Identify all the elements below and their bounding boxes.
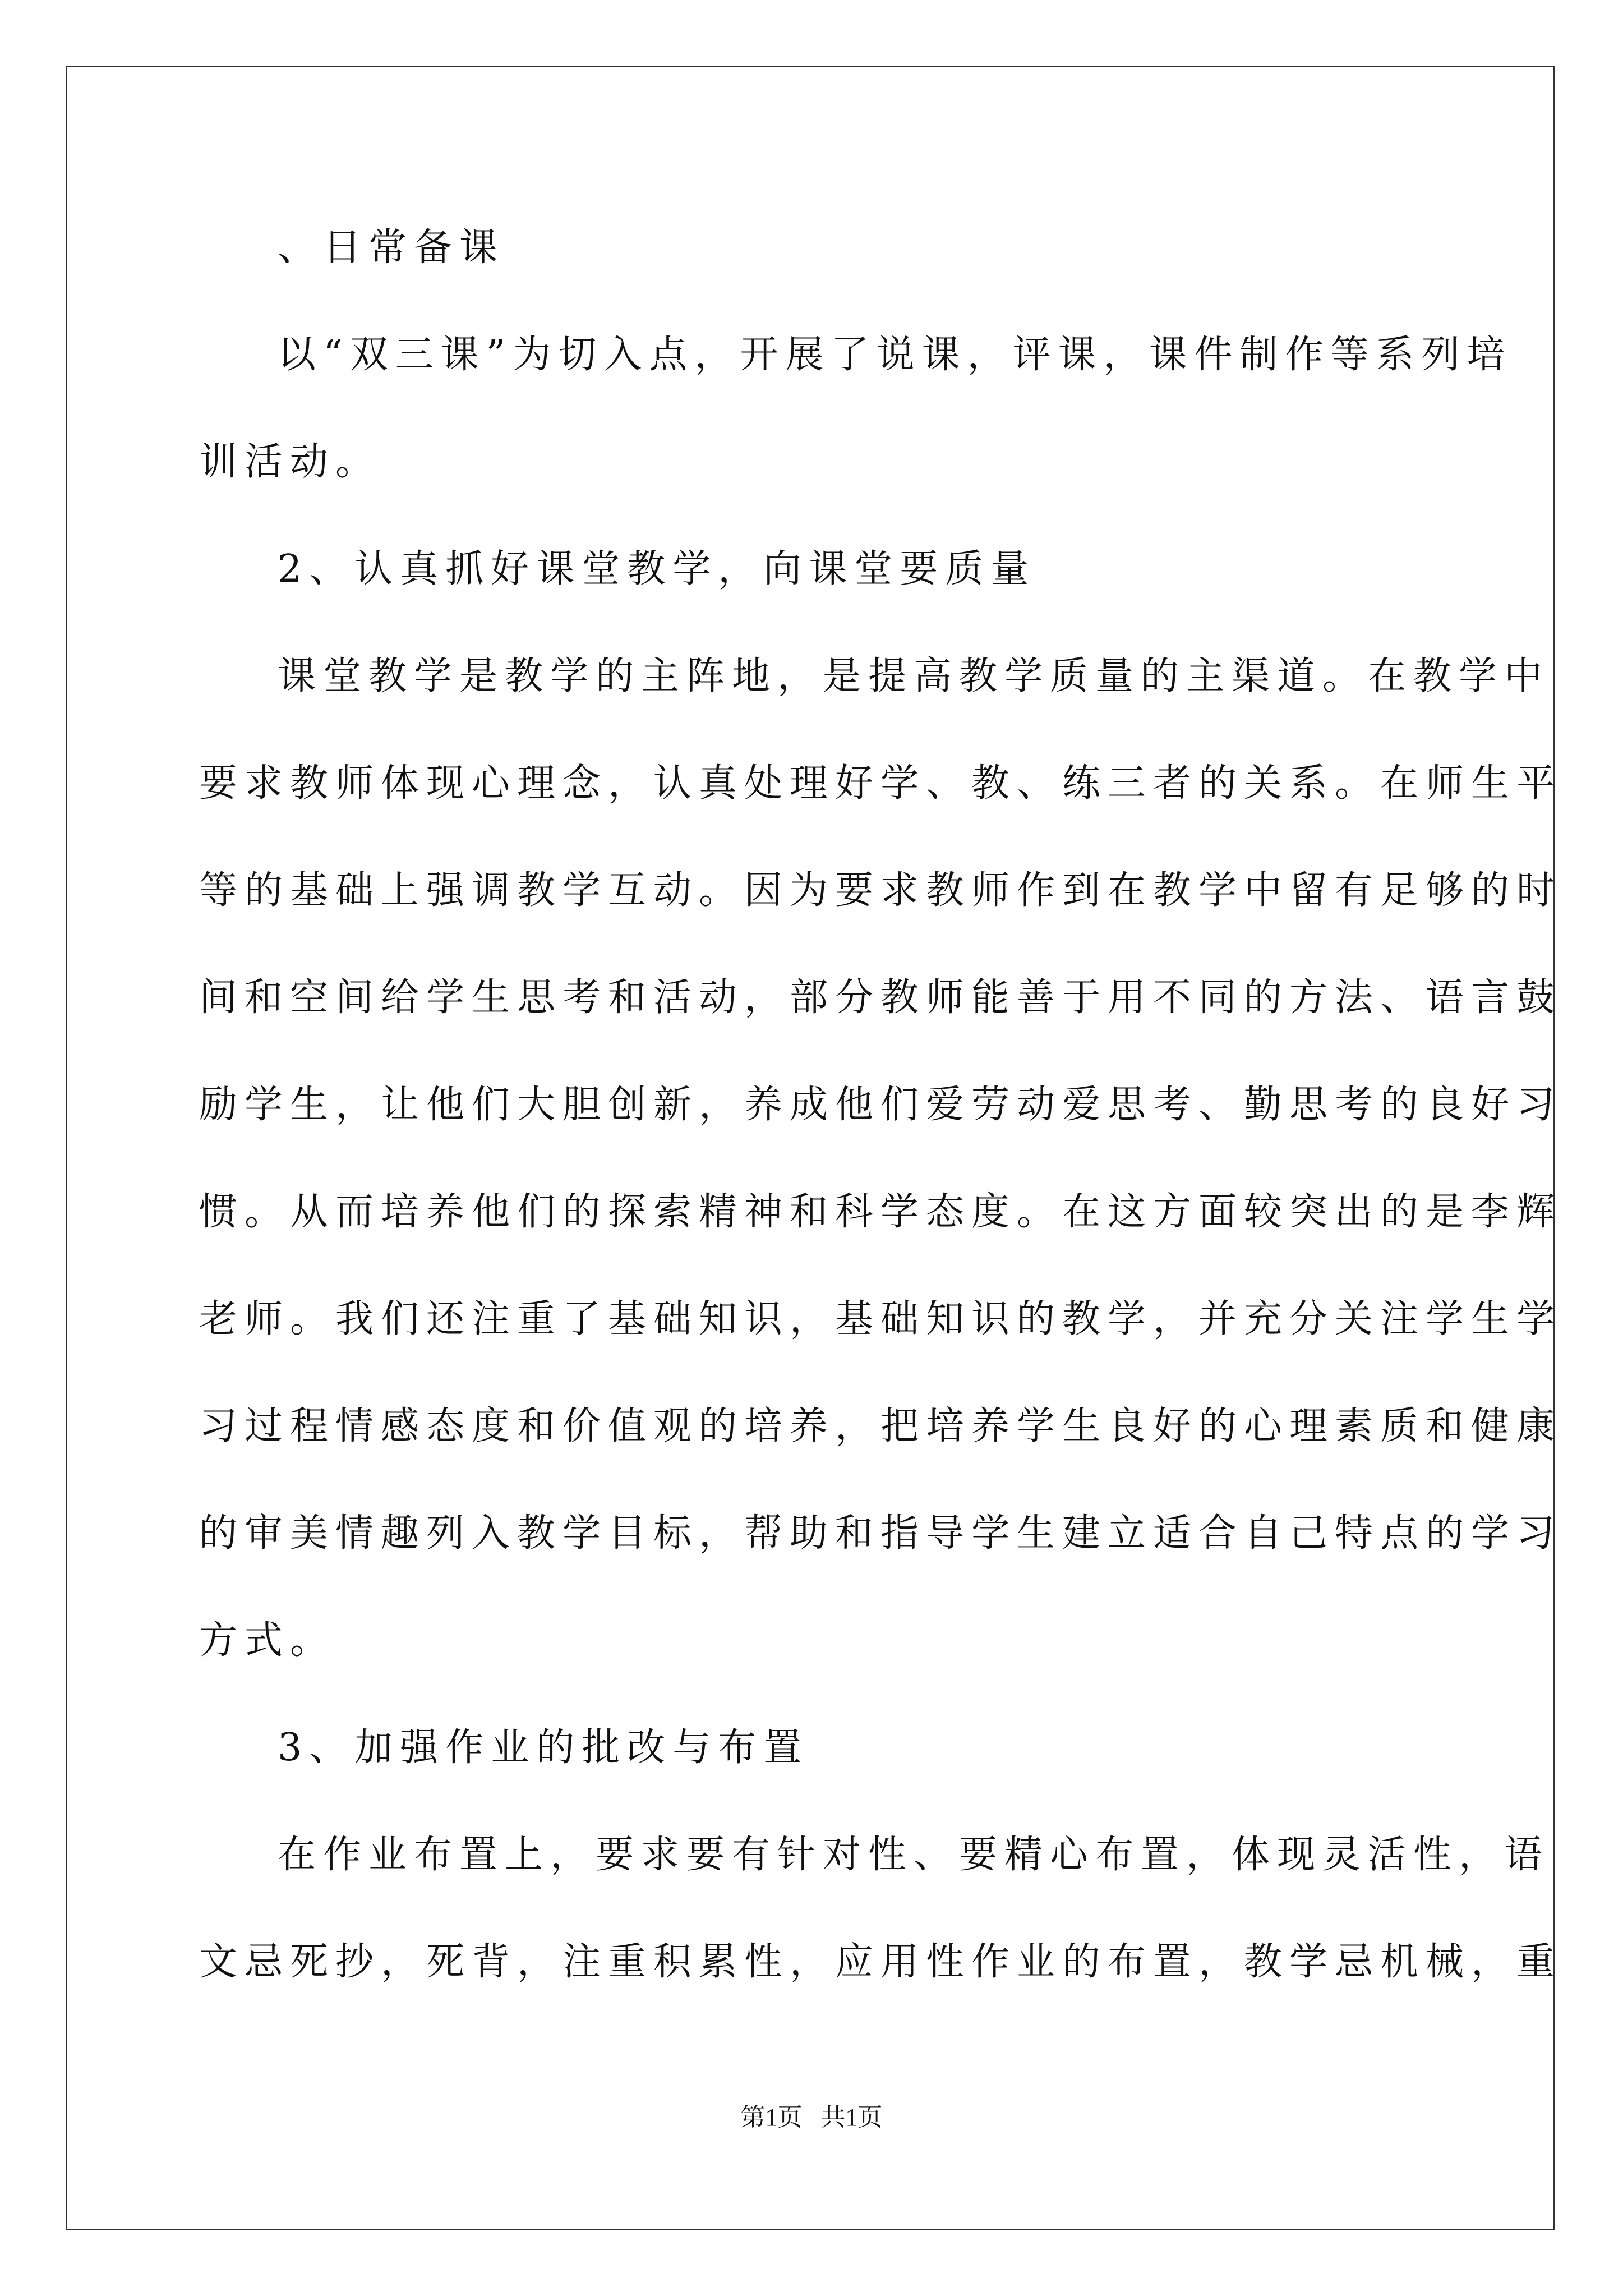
paragraph-line: 励学生，让他们大胆创新，养成他们爱劳动爱思考、勤思考的良好习 xyxy=(199,1083,1562,1127)
paragraph-line: 文忌死抄，死背，注重积累性，应用性作业的布置，教学忌机械，重 xyxy=(199,1940,1562,1984)
page-border xyxy=(66,66,1562,2230)
paragraph-line: 等的基础上强调教学互动。因为要求教师作到在教学中留有足够的时 xyxy=(199,868,1562,913)
paragraph-line: 习过程情感态度和价值观的培养，把培养学生良好的心理素质和健康 xyxy=(199,1404,1562,1448)
page-number-footer: 第1页 共1页 xyxy=(740,2104,883,2131)
paragraph-line: 以“双三课”为切入点，开展了说课，评课，课件制作等系列培 xyxy=(278,333,1513,377)
paragraph-line: 课堂教学是教学的主阵地，是提高教学质量的主渠道。在教学中 xyxy=(278,654,1550,698)
paragraph-line: 在作业布置上，要求要有针对性、要精心布置，体现灵活性，语 xyxy=(278,1833,1550,1877)
paragraph-line: 方式。 xyxy=(199,1618,336,1663)
paragraph-line: 老师。我们还注重了基础知识，基础知识的教学，并充分关注学生学 xyxy=(199,1297,1562,1341)
paragraph-line: 的审美情趣列入教学目标，帮助和指导学生建立适合自己特点的学习 xyxy=(199,1511,1562,1556)
heading-classroom-teaching: 2、认真抓好课堂教学，向课堂要质量 xyxy=(278,547,1036,591)
paragraph-line: 间和空间给学生思考和活动，部分教师能善于用不同的方法、语言鼓 xyxy=(199,976,1562,1020)
heading-homework: 3、加强作业的批改与布置 xyxy=(278,1726,809,1770)
heading-daily-lesson-prep: 、日常备课 xyxy=(278,226,505,270)
paragraph-line: 训活动。 xyxy=(199,440,381,484)
paragraph-line: 惯。从而培养他们的探索精神和科学态度。在这方面较突出的是李辉 xyxy=(199,1190,1562,1234)
paragraph-line: 要求教师体现心理念，认真处理好学、教、练三者的关系。在师生平 xyxy=(199,761,1562,806)
